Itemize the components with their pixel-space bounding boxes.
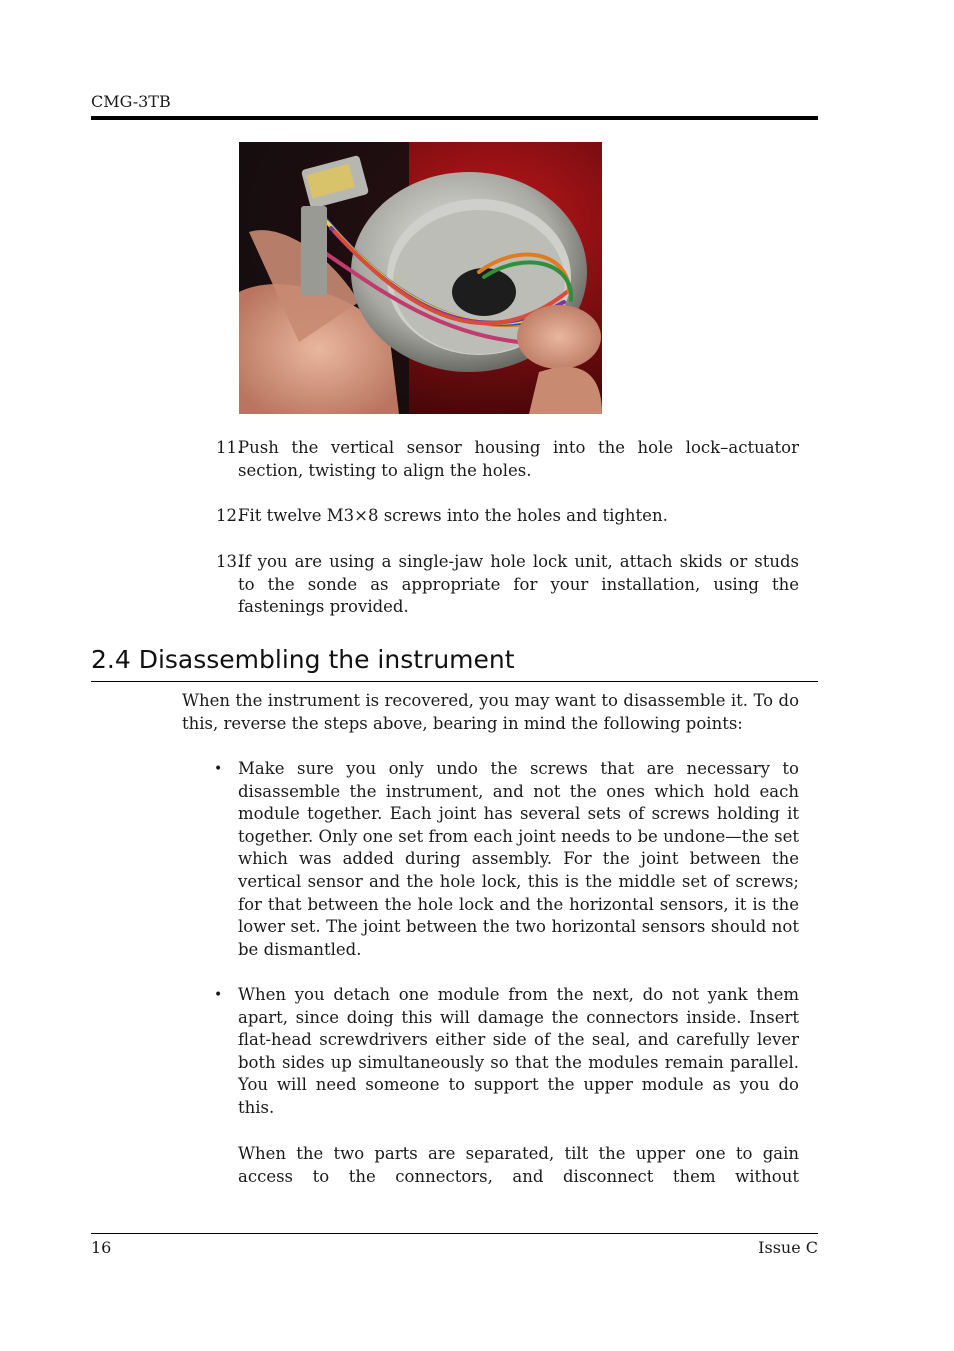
step-13 bbox=[216, 551, 799, 619]
running-header: CMG-3TB bbox=[91, 92, 171, 111]
bullet-text: When you detach one module from the next, do not yank them apart, since doing this will damage the connectors inside. Insert flat-head screwdrivers either side of the seal, and carefully lever both sides up simultaneously so that the modules remain parallel. You will need someone to support the upper module as you do this. bbox=[238, 985, 799, 1117]
continuation-text: When the two parts are separated, tilt the upper one to gain access to the connectors, and disconnect them without bbox=[238, 1144, 799, 1186]
bullet-glyph: • bbox=[214, 987, 223, 1003]
step-number: 11. bbox=[216, 438, 243, 457]
section-heading: 2.4 Disassembling the instrument bbox=[91, 645, 515, 674]
issue-label: Issue C bbox=[758, 1238, 818, 1257]
step-12 bbox=[216, 505, 799, 528]
header-rule bbox=[91, 116, 818, 120]
step-number: 13. bbox=[216, 552, 243, 571]
connector-photo bbox=[239, 142, 602, 414]
bullet-item bbox=[214, 758, 799, 961]
step-11 bbox=[216, 437, 799, 482]
section-intro: When the instrument is recovered, you may want to disassemble it. To do this, reverse the steps above, bearing in mind the following points: bbox=[182, 691, 799, 733]
bullet-glyph: • bbox=[214, 761, 223, 777]
step-text: Fit twelve M3×8 screws into the holes and tighten. bbox=[238, 506, 668, 525]
bullet-text: Make sure you only undo the screws that are necessary to disassemble the instrument, and not the ones which hold each module together. Each joint has several sets of screws holding it together. Only one set from each joint needs to be undone—the set which was added during assembly. For the joint between the vertical sensor and the hole lock, this is the middle set of screws; for that between the hole lock and the horizontal sensors, it is the lower set. The joint between the two horizontal sensors should not be dismantled. bbox=[238, 759, 799, 959]
step-text: If you are using a single-jaw hole lock unit, attach skids or studs to the sonde as appropriate for your installation, using the fastenings provided. bbox=[238, 552, 799, 617]
section-rule bbox=[91, 681, 818, 682]
footer-rule bbox=[91, 1233, 818, 1234]
continuation-paragraph bbox=[214, 1143, 799, 1188]
page-number: 16 bbox=[91, 1238, 112, 1257]
step-text: Push the vertical sensor housing into the hole lock–actuator section, twisting to align the holes. bbox=[238, 438, 799, 480]
step-number: 12. bbox=[216, 506, 243, 525]
bullet-item bbox=[214, 984, 799, 1120]
